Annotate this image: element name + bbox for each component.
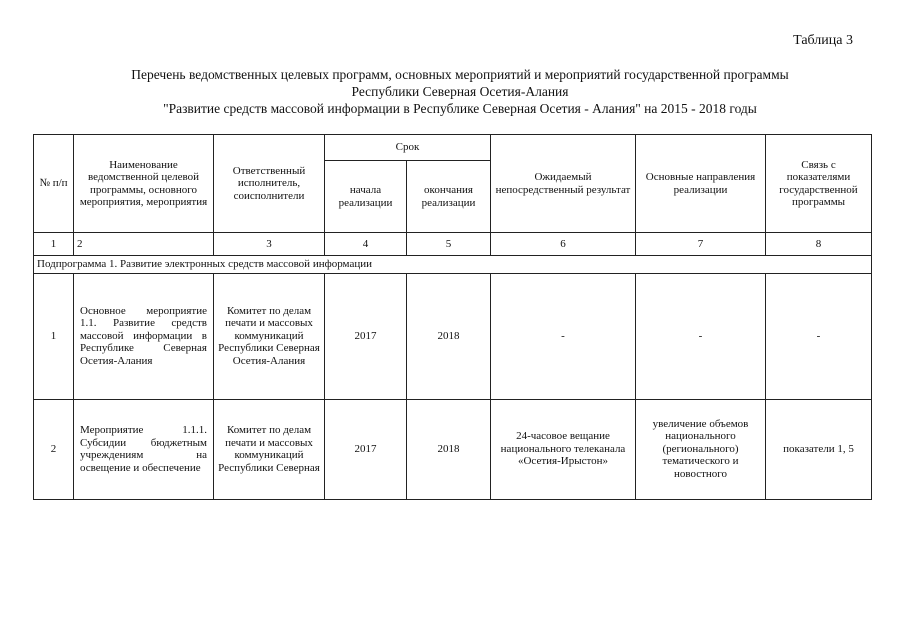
table-row: [34, 273, 872, 399]
row-num: 2: [34, 399, 74, 499]
document-title: [40, 66, 880, 117]
col-number: 5: [407, 233, 491, 256]
header-start: начала реализации: [325, 161, 407, 233]
header-name: Наименование ведомственной целевой программы, основного мероприятия, мероприятия: [74, 135, 214, 233]
row-directions: -: [636, 273, 766, 399]
row-result: -: [491, 273, 636, 399]
row-executor: Комитет по делам печати и массовых коммуникаций Республики Северная Осетия-Алания: [214, 273, 325, 399]
header-end: окончания реализации: [407, 161, 491, 233]
title-line-3: "Развитие средств массовой информации в Республике Северная Осетия - Алания" на 2015 - 2018 годы: [163, 101, 757, 116]
title-line-2: Республики Северная Осетия-Алания: [351, 84, 569, 99]
subprogram-title: Подпрограмма 1. Развитие электронных средств массовой информации: [34, 256, 872, 274]
row-directions: увеличение объемов национального (регионального) тематического и новостного: [636, 399, 766, 499]
row-result: 24-часовое вещание национального телеканала «Осетия-Ирыстон»: [491, 399, 636, 499]
header-executor: Ответственный исполнитель, соисполнители: [214, 135, 325, 233]
col-number: 6: [491, 233, 636, 256]
row-executor: Комитет по делам печати и массовых коммуникаций Республики Северная: [214, 399, 325, 499]
column-numbers-row: [34, 233, 872, 256]
table-row: [34, 399, 872, 499]
title-line-1: Перечень ведомственных целевых программ, основных мероприятий и мероприятий государственной программы: [131, 67, 789, 82]
programs-table: [33, 134, 872, 500]
row-link: показатели 1, 5: [766, 399, 872, 499]
row-name: Мероприятие 1.1.1. Субсидии бюджетным учреждениям на освещение и обеспечение: [74, 399, 214, 499]
row-name: Основное мероприятие 1.1. Развитие средств массовой информации в Республике Северная Осетия-Алания: [74, 273, 214, 399]
row-start: 2017: [325, 399, 407, 499]
header-term: Срок: [325, 135, 491, 161]
row-link: -: [766, 273, 872, 399]
row-start: 2017: [325, 273, 407, 399]
col-number: 1: [34, 233, 74, 256]
row-end: 2018: [407, 399, 491, 499]
header-link: Связь с показателями государственной программы: [766, 135, 872, 233]
col-number: 3: [214, 233, 325, 256]
col-number: 2: [74, 233, 214, 256]
col-number: 4: [325, 233, 407, 256]
row-num: 1: [34, 273, 74, 399]
row-end: 2018: [407, 273, 491, 399]
header-result: Ожидаемый непосредственный результат: [491, 135, 636, 233]
header-num: № п/п: [34, 135, 74, 233]
col-number: 8: [766, 233, 872, 256]
table-label: Таблица 3: [793, 33, 853, 48]
col-number: 7: [636, 233, 766, 256]
subprogram-row: [34, 256, 872, 274]
header-directions: Основные направления реализации: [636, 135, 766, 233]
